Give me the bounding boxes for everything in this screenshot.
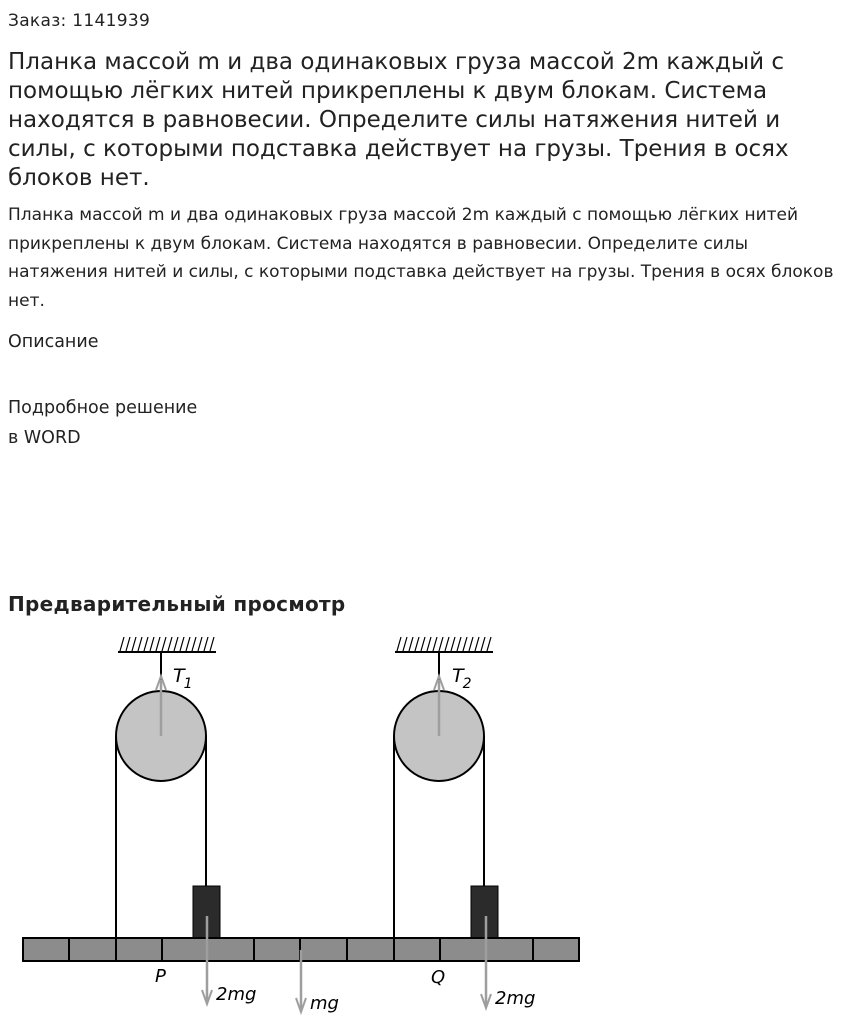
page-title: Планка массой m и два одинаковых груза массой 2m каждый с помощью лёгких нитей прикреплены к двум блокам. Система находятся в равновесии. Определите силы натяжения нитей и силы, с которыми подставка действует на грузы. Трения в осях блоков нет. <box>8 49 789 191</box>
label-force-center: mg <box>310 993 339 1014</box>
pulley-diagram <box>0 620 600 1025</box>
preview-heading: Предварительный просмотр <box>8 592 346 616</box>
solution-line-1: Подробное решение <box>8 398 198 418</box>
label-force-left: 2mg <box>216 984 257 1005</box>
description-text: Планка массой m и два одинаковых груза массой 2m каждый с помощью лёгких нитей прикреплены к двум блокам. Система находятся в равновесии. Определите силы натяжения нитей и силы, с которыми подставка действует на грузы. Трения в осях блоков нет. <box>8 205 834 311</box>
label-p: P <box>155 966 166 987</box>
solution-line-2: в WORD <box>8 428 81 448</box>
label-t2: T2 <box>452 665 472 692</box>
label-q: Q <box>431 967 446 988</box>
ceiling-left <box>118 637 216 652</box>
weight-right <box>471 886 498 938</box>
label-force-right: 2mg <box>495 988 536 1009</box>
ceiling-right <box>395 637 493 652</box>
description-label: Описание <box>8 332 99 352</box>
solution-info <box>8 393 197 453</box>
order-number: Заказ: 1141939 <box>8 11 151 31</box>
label-t1: T1 <box>173 665 193 692</box>
